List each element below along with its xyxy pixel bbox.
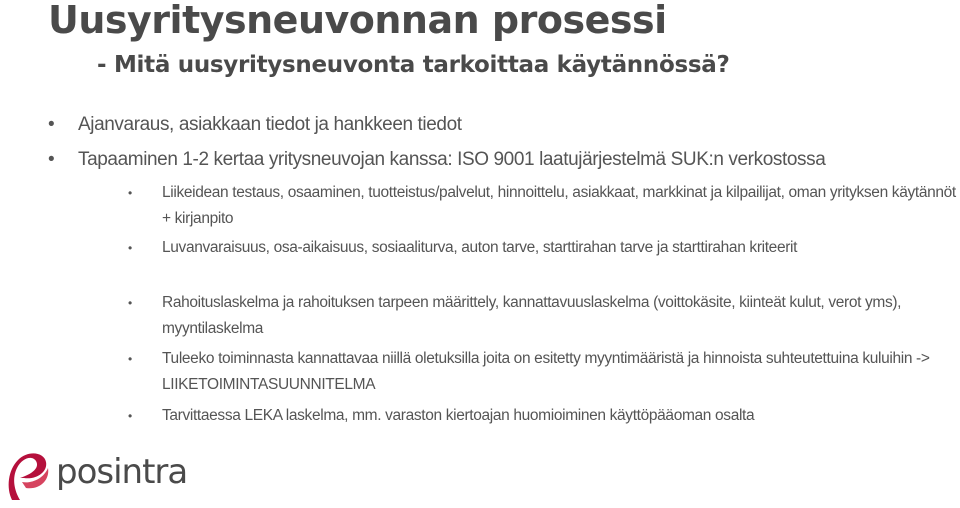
posintra-logo — [2, 448, 192, 504]
subbullet-glyph: • — [128, 296, 132, 310]
subbullet-text: Luvanvaraisuus, osa-aikaisuus, sosiaaliturva, auton tarve, starttirahan tarve ja starttirahan kriteerit — [162, 239, 798, 256]
logo-text: posintra — [56, 452, 188, 492]
subbullet-glyph: • — [128, 241, 132, 255]
subbullet-text: Tarvittaessa LEKA laskelma, mm. varaston kiertoajan huomioiminen käyttöpääoman osalta — [162, 407, 755, 424]
subbullet-item — [128, 346, 958, 398]
bullet-glyph: • — [48, 149, 55, 170]
subbullet-item — [128, 403, 958, 429]
bullet-text: Ajanvaraus, asiakkaan tiedot ja hankkeen tiedot — [78, 114, 462, 135]
subbullet-text: Rahoituslaskelma ja rahoituksen tarpeen määrittely, kannattavuuslaskelma (voittokäsite, kiinteät kulut, verot yms), myyntilaskelma — [162, 294, 902, 337]
subbullet-glyph: • — [128, 186, 132, 200]
subbullet-text: Liikeidean testaus, osaaminen, tuotteistus/palvelut, hinnoittelu, asiakkaat, markkinat ja kilpailijat, oman yrityksen käytännöt + kirjanpito — [162, 184, 956, 227]
posintra-logo-icon — [2, 448, 54, 504]
subbullet-item — [128, 180, 958, 232]
subbullet-glyph: • — [128, 352, 132, 366]
subbullet-glyph: • — [128, 409, 132, 423]
subbullet-text: Tuleeko toiminnasta kannattavaa niillä oletuksilla joita on esitetty myyntimääristä ja hinnoista suhteutettuina kuluihin -> LIIKETOIMINTASUUNNITELMA — [162, 350, 930, 393]
slide-subtitle: - Mitä uusyritysneuvonta tarkoittaa käytännössä? — [97, 52, 730, 78]
slide-title: Uusyritysneuvonnan prosessi — [48, 0, 667, 42]
subbullet-item — [128, 290, 958, 342]
bullet-glyph: • — [48, 114, 55, 135]
bullet-text: Tapaaminen 1-2 kertaa yritysneuvojan kanssa: ISO 9001 laatujärjestelmä SUK:n verkostossa — [78, 149, 826, 170]
subbullet-item — [128, 235, 958, 261]
